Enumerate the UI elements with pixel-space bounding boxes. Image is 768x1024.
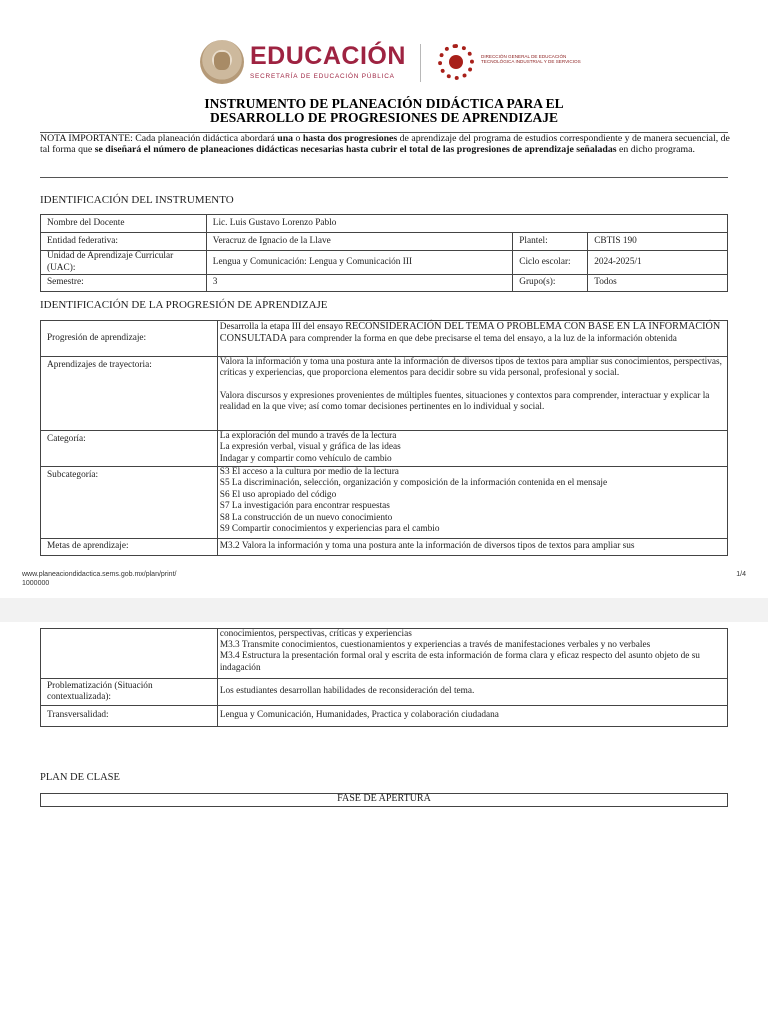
table-row xyxy=(41,539,728,556)
list-item: S3 El acceso a la cultura por medio de la lectura xyxy=(219,467,399,477)
table-row xyxy=(41,431,728,467)
list-item: La expresión verbal, visual y gráfica de las ideas xyxy=(219,442,401,453)
header-logos xyxy=(198,38,581,94)
grupo-label: Grupo(s): xyxy=(513,275,588,292)
subcategoria-label: Subcategoría: xyxy=(41,467,218,539)
progression-table-continued xyxy=(40,628,728,727)
grupo-value: Todos xyxy=(588,275,728,292)
metas-continued-label xyxy=(41,629,218,679)
trayectoria-value: Valora la información y toma una postura ante la información de diversos tipos de textos para ampliar sus conocimientos, perspectivas, críticas y experiencias, que proporciona elementos para decidir sobre su vida personal, profesional y social. Valora discursos y expresiones provenientes de múltiples fuentes, situaciones y contextos para comprender, interactuar y explicar la realidad en la que vive; así como tomar decisiones pertinentes en lo individual y social. xyxy=(217,357,727,431)
problematizacion-value: Los estudiantes desarrollan habilidades de reconsideración del tema. xyxy=(217,679,727,706)
fase-apertura-header: FASE DE APERTURA xyxy=(40,793,728,807)
footer-url-continued: 1000000 xyxy=(22,580,50,585)
docente-label: Nombre del Docente xyxy=(41,215,207,233)
docente-value: Lic. Luis Gustavo Lorenzo Pablo xyxy=(206,215,727,233)
table-row xyxy=(41,251,728,275)
plan-de-clase-heading: PLAN DE CLASE xyxy=(40,772,120,783)
list-item: S7 La investigación para encontrar respuestas xyxy=(219,501,390,512)
uac-value: Lengua y Comunicación: Lengua y Comunicación III xyxy=(206,251,512,275)
footer-url[interactable]: www.planeaciondidactica.sems.gob.mx/plan/print/ xyxy=(22,571,177,578)
list-item: conocimientos, perspectivas, críticas y experiencias xyxy=(219,629,412,639)
mexico-seal-icon xyxy=(200,40,244,84)
semestre-value: 3 xyxy=(206,275,512,292)
table-row xyxy=(41,467,728,539)
page-gap xyxy=(0,598,768,624)
instrument-table xyxy=(40,214,728,292)
trayectoria-label: Aprendizajes de trayectoria: xyxy=(41,357,218,431)
dgeti-gear-icon xyxy=(438,44,474,80)
title-line-1: INSTRUMENTO DE PLANEACIÓN DIDÁCTICA PARA EL xyxy=(204,96,564,111)
categoria-value xyxy=(217,431,727,467)
sep-subtitle: SECRETARÍA DE EDUCACIÓN PÚBLICA xyxy=(250,73,395,80)
table-row xyxy=(41,357,728,431)
bottom-rule xyxy=(40,177,728,178)
semestre-label: Semestre: xyxy=(41,275,207,292)
footer-page-number: 1/4 xyxy=(736,571,746,578)
table-row xyxy=(41,321,728,357)
section-heading-instrumento: IDENTIFICACIÓN DEL INSTRUMENTO xyxy=(40,194,234,206)
progresion-label: Progresión de aprendizaje: xyxy=(41,321,218,357)
list-item: S9 Compartir conocimientos y experiencias para el cambio xyxy=(219,524,440,535)
transversalidad-value: Lengua y Comunicación, Humanidades, Practica y colaboración ciudadana xyxy=(217,706,727,727)
list-item: M3.3 Transmite conocimientos, cuestionamientos y experiencias a través de manifestaciones verbales y no verbales xyxy=(219,640,651,651)
entidad-value: Veracruz de Ignacio de la Llave xyxy=(206,233,512,251)
metas-continued-value xyxy=(217,629,727,679)
plantel-value: CBTIS 190 xyxy=(588,233,728,251)
document-title xyxy=(0,97,768,125)
progresion-value: Desarrolla la etapa III del ensayo RECONSIDERACIÓN DEL TEMA O PROBLEMA CON BASE EN LA INFORMACIÓN CONSULTADA para comprender la forma en que debe precisarse el tema del ensayo, a la luz de la información obtenida xyxy=(217,321,727,357)
table-row xyxy=(41,275,728,292)
table-row xyxy=(41,679,728,706)
table-row xyxy=(41,629,728,679)
categoria-label: Categoría: xyxy=(41,431,218,467)
entidad-label: Entidad federativa: xyxy=(41,233,207,251)
table-row xyxy=(41,233,728,251)
metas-label: Metas de aprendizaje: xyxy=(41,539,218,556)
plantel-label: Plantel: xyxy=(513,233,588,251)
educacion-logo: EDUCACIÓN xyxy=(250,42,406,70)
section-heading-progresion: IDENTIFICACIÓN DE LA PROGRESIÓN DE APRENDIZAJE xyxy=(40,299,328,311)
list-item: La exploración del mundo a través de la lectura xyxy=(219,431,397,441)
transversalidad-label: Transversalidad: xyxy=(41,706,218,727)
important-note: NOTA IMPORTANTE: Cada planeación didáctica abordará una o hasta dos progresiones de aprendizaje del programa de estudios correspondiente y de manera secuencial, de tal forma que se diseñará el número de planeaciones didácticas necesarias hasta cubrir el total de las progresiones de aprendizaje señaladas en dicho programa. xyxy=(40,133,730,155)
subcategoria-value xyxy=(217,467,727,539)
title-line-2: DESARROLLO DE PROGRESIONES DE APRENDIZAJE xyxy=(209,110,559,125)
table-row xyxy=(41,215,728,233)
list-item: S5 La discriminación, selección, organización y composición de la información contenida en el mensaje xyxy=(219,478,608,489)
problematizacion-label: Problematización (Situación contextualizada): xyxy=(41,679,218,706)
metas-value: M3.2 Valora la información y toma una postura ante la información de diversos tipos de textos para ampliar sus xyxy=(217,539,727,556)
list-item: M3.4 Estructura la presentación formal oral y escrita de esta información de forma clara y eficaz respecto del asunto objeto de su indagación xyxy=(219,651,700,673)
dgeti-text: DIRECCIÓN GENERAL DE EDUCACIÓN TECNOLÓGICA INDUSTRIAL Y DE SERVICIOS xyxy=(481,54,581,65)
ciclo-label: Ciclo escolar: xyxy=(513,251,588,275)
list-item: Indagar y compartir como vehículo de cambio xyxy=(219,453,392,464)
uac-label: Unidad de Aprendizaje Curricular (UAC): xyxy=(41,251,207,275)
ciclo-value: 2024-2025/1 xyxy=(588,251,728,275)
list-item: S8 La construcción de un nuevo conocimiento xyxy=(219,512,393,523)
table-row xyxy=(41,706,728,727)
logo-divider xyxy=(420,44,421,82)
progression-table xyxy=(40,320,728,556)
list-item: S6 El uso apropiado del código xyxy=(219,489,337,500)
